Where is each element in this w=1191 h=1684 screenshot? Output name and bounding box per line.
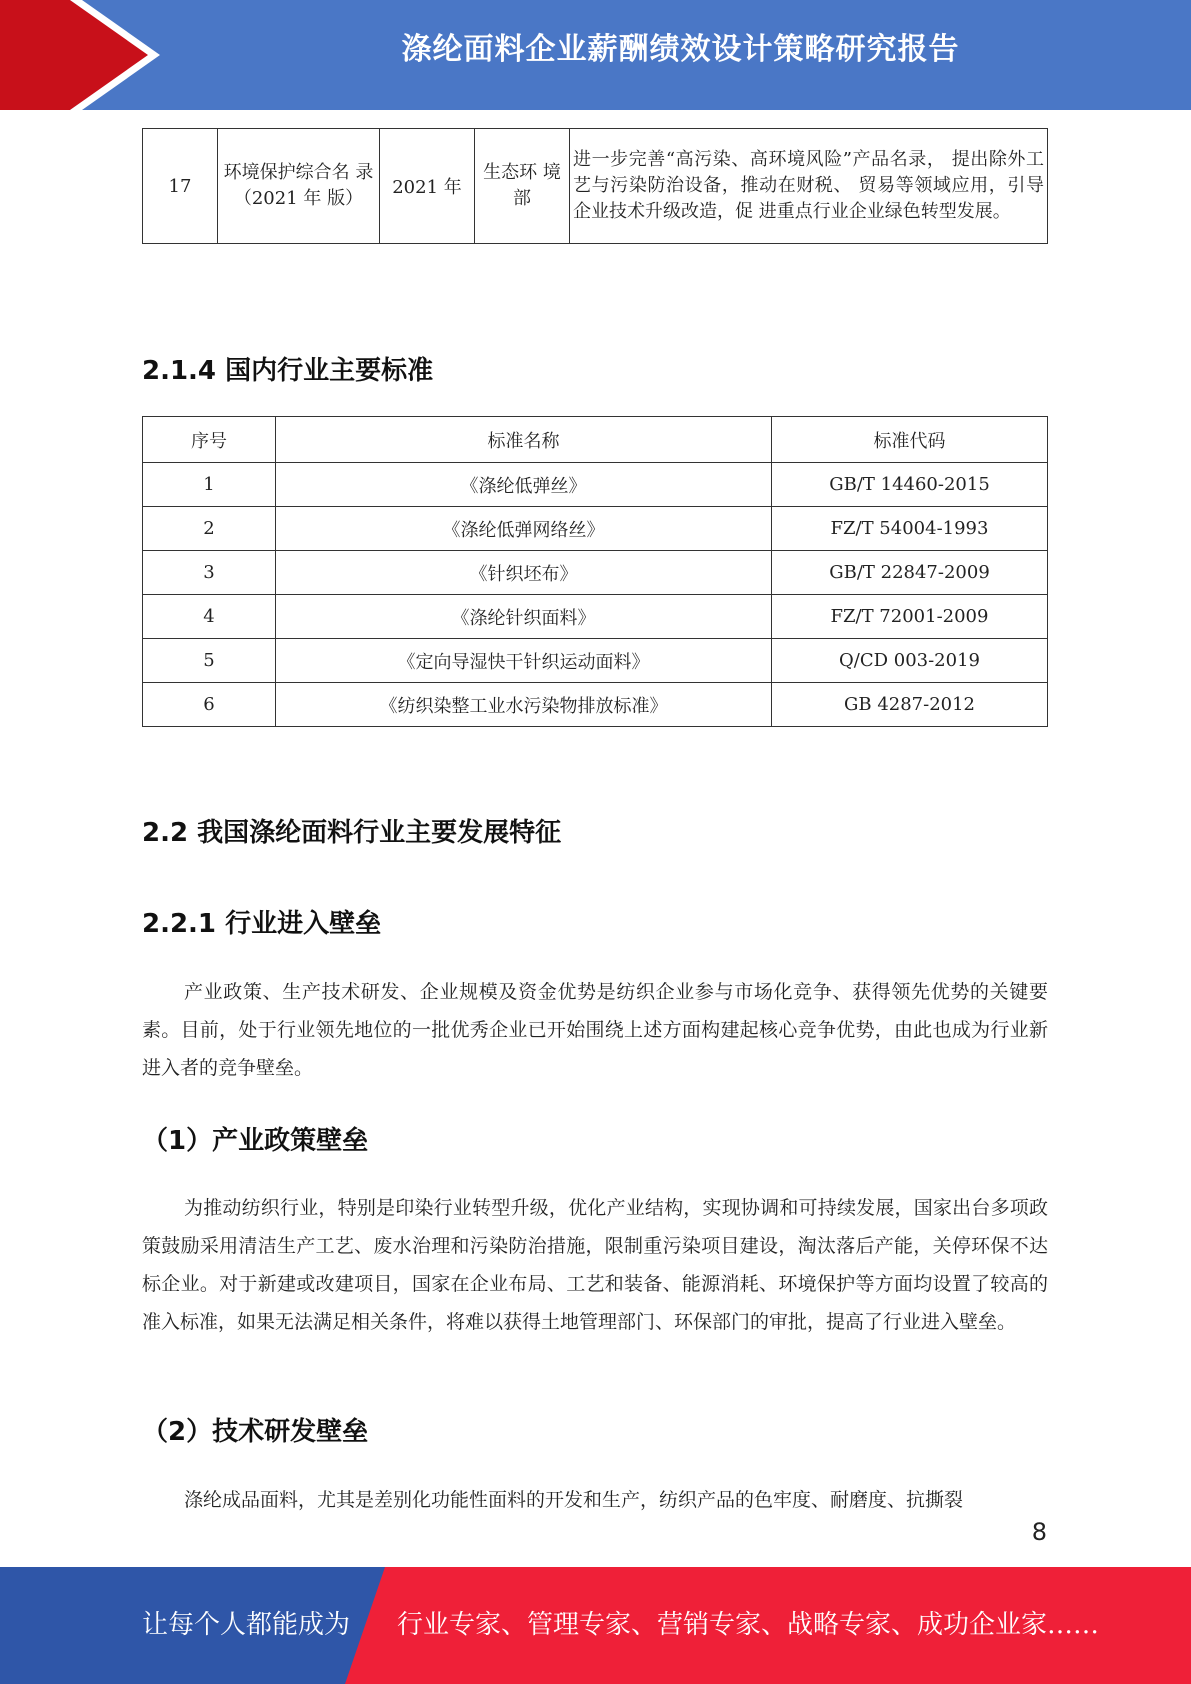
paragraph-entry-barriers: 产业政策、生产技术研发、企业规模及资金优势是纺织企业参与市场化竞争、获得领先优势的关键要素。目前，处于行业领先地位的一批优秀企业已开始围绕上述方面构建起核心竞争优势，由此也成为行业新进入者的竞争壁垒。 [142, 981, 1048, 1079]
standard-name: 《定向导湿快干针织运动面料》 [276, 639, 772, 683]
subheading-tech-barrier: （2）技术研发壁垒 [142, 1417, 369, 1447]
standard-no: 3 [143, 551, 276, 595]
header-red-arrow [0, 0, 150, 110]
report-title: 涤纶面料企业薪酬绩效设计策略研究报告 [401, 32, 960, 67]
standard-name: 《针织坯布》 [276, 551, 772, 595]
standard-no: 6 [143, 683, 276, 727]
column-header-no: 序号 [143, 417, 276, 463]
paragraph-tech-barrier: 涤纶成品面料，尤其是差别化功能性面料的开发和生产，纺织产品的色牢度、耐磨度、抗撕裂 [184, 1489, 964, 1511]
standard-name: 《涤纶针织面料》 [276, 595, 772, 639]
section-heading-2-2-1: 2.2.1 行业进入壁垒 [142, 909, 382, 939]
standard-code: GB/T 14460-2015 [772, 463, 1048, 507]
section-heading-2-1-4: 2.1.4 国内行业主要标准 [142, 356, 434, 386]
subheading-policy-barrier: （1）产业政策壁垒 [142, 1126, 369, 1156]
policy-name: 环境保护综合名 录（2021 年 版） [218, 129, 380, 244]
standard-name: 《涤纶低弹网络丝》 [276, 507, 772, 551]
column-header-name: 标准名称 [276, 417, 772, 463]
footer-slogan-left: 让每个人都能成为 [142, 1610, 351, 1640]
footer-slogan-right: 行业专家、管理专家、营销专家、战略专家、成功企业家…… [397, 1610, 1100, 1640]
standard-no: 4 [143, 595, 276, 639]
table-row [143, 551, 1048, 595]
page-number: 8 [1031, 1518, 1047, 1546]
table-row [143, 639, 1048, 683]
standard-name: 《纺织染整工业水污染物排放标准》 [276, 683, 772, 727]
standard-code: GB 4287-2012 [772, 683, 1048, 727]
section-heading-2-2: 2.2 我国涤纶面料行业主要发展特征 [142, 818, 562, 848]
table-row [143, 683, 1048, 727]
policy-department: 生态环 境部 [475, 129, 570, 244]
table-row [143, 129, 1048, 244]
policy-table-continued [142, 128, 1048, 244]
standard-no: 5 [143, 639, 276, 683]
standard-name: 《涤纶低弹丝》 [276, 463, 772, 507]
row-number: 17 [143, 129, 218, 244]
header-banner [0, 0, 1191, 110]
standard-code: FZ/T 54004-1993 [772, 507, 1048, 551]
standard-code: FZ/T 72001-2009 [772, 595, 1048, 639]
standard-code: Q/CD 003-2019 [772, 639, 1048, 683]
policy-description: 进一步完善“高污染、高环境风险”产品名录， 提出除外工艺与污染防治设备，推动在财税、 贸易等领域应用，引导企业技术升级改造，促 进重点行业企业绿色转型发展。 [570, 129, 1048, 244]
footer-banner [0, 1567, 1191, 1684]
policy-year: 2021 年 [380, 129, 475, 244]
paragraph-policy-barrier: 为推动纺织行业，特别是印染行业转型升级，优化产业结构，实现协调和可持续发展，国家出台多项政策鼓励采用清洁生产工艺、废水治理和污染防治措施，限制重污染项目建设，淘汰落后产能，关停环保不达标企业。对于新建或改建项目，国家在企业布局、工艺和装备、能源消耗、环境保护等方面均设置了较高的准入标准，如果无法满足相关条件，将难以获得土地管理部门、环保部门的审批，提高了行业进入壁垒。 [142, 1197, 1048, 1333]
table-row [143, 507, 1048, 551]
standard-code: GB/T 22847-2009 [772, 551, 1048, 595]
standards-table [142, 416, 1048, 727]
table-row [143, 595, 1048, 639]
table-row [143, 463, 1048, 507]
table-header-row [143, 417, 1048, 463]
column-header-code: 标准代码 [772, 417, 1048, 463]
standard-no: 1 [143, 463, 276, 507]
standard-no: 2 [143, 507, 276, 551]
